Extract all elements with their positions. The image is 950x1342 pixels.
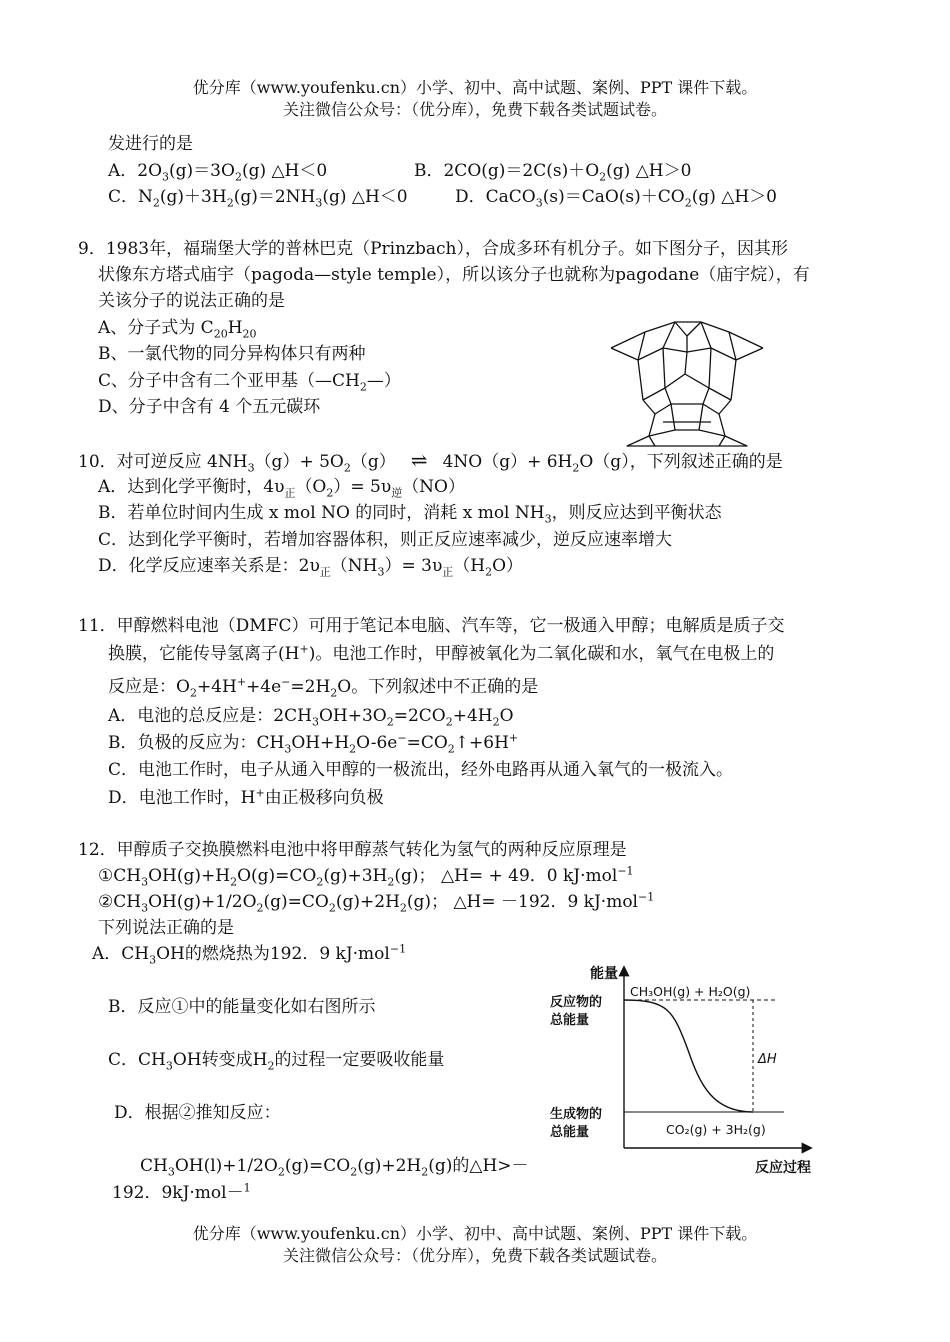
page-footer-line1: 优分库（www.youfenku.cn）小学、初中、高中试题、案例、PPT 课件下载。: [192, 1224, 758, 1243]
q11-stem-line2: 换膜，它能传导氢离子(H+)。电池工作时，甲醇被氧化为二氧化碳和水，氧气在电极上的: [108, 642, 775, 664]
q11-option-a: A．电池的总反应是：$2CH_3OH+3O_2=2CO_2+4H_2O$: [108, 706, 514, 729]
q9-option-d: D、分子中含有 4 个五元碳环: [98, 397, 321, 417]
q8-option-d: D．$CaCO_3(s)=CaO(s)+CO_2(g)$ △H＞0: [455, 187, 777, 210]
q11-option-b: B．负极的反应为：$CH_3OH+H_2O-6e^-=CO_2↑+6H^+$: [108, 731, 519, 756]
q11-stem-line3: 反应是：$O_2+4H^++4e^-=2H_2O$。下列叙述中不正确的是: [108, 675, 539, 700]
q10-option-c: C．达到化学平衡时，若增加容器体积，则正反应速率减少，逆反应速率增大: [98, 530, 673, 550]
q10-option-d: D．化学反应速率关系是：$2\upsilon_正(NH_3)= 3\upsilon_正(H_2O)$: [98, 556, 524, 579]
reactant-label-line2: 总能量: [550, 1013, 590, 1028]
product-label-line1: 生成物的: [550, 1107, 603, 1122]
q12-option-d-reaction: $CH_3OH(l)+1/2O_2(g)=CO_2(g)+2H_2(g)$的△H>－: [140, 1156, 529, 1179]
q11-stem-line1: 11．甲醇燃料电池（DMFC）可用于笔记本电脑、汽车等，它一极通入甲醇；电解质是质子交: [78, 616, 785, 636]
q10-stem: 10．对可逆反应 $4NH_3(g)+ 5O_2(g)$ ⇌ $4NO(g)+ 6H_2O(g)$，下列叙述正确的是: [78, 448, 783, 475]
q9-stem-line3: 关该分子的说法正确的是: [98, 291, 285, 311]
energy-curve: [624, 1000, 753, 1112]
q12-option-a: A．$CH_3OH$的燃烧热为192．9 kJ·mol$^{-1}$: [92, 942, 407, 967]
reactant-label-line1: 反应物的: [550, 995, 603, 1010]
q10-option-a: A．达到化学平衡时，$4\upsilon_正(O_2)= 5\upsilon_逆(NO)$: [98, 477, 465, 500]
equilibrium-arrow-icon: ⇌: [410, 448, 428, 472]
q11-option-d: D．电池工作时，H+由正极移向负极: [108, 786, 384, 808]
q10-option-b: B．若单位时间内生成 x mol NO 的同时，消耗 x mol $NH_3$，则反应达到平衡状态: [98, 503, 722, 526]
q12-option-c: C．$CH_3OH$转变成$H_2$的过程一定要吸收能量: [108, 1050, 445, 1073]
q9-option-a: A、分子式为 $C_{20}H_{20}$: [98, 318, 257, 341]
page-header-line1: 优分库（www.youfenku.cn）小学、初中、高中试题、案例、PPT 课件下载。: [192, 78, 758, 97]
delta-h-label: ΔH: [758, 1052, 777, 1067]
product-formula: CO₂(g) + 3H₂(g): [666, 1122, 766, 1137]
q8-stem-continuation: 发进行的是: [108, 134, 193, 154]
y-axis-label: 能量: [590, 966, 618, 982]
q12-reaction-1: $①CH_3OH(g)+H_2O(g)=CO_2(g)+3H_2(g)$； △H= + 49．0 kJ·mol$^{-1}$: [98, 864, 634, 889]
q9-stem-line2: 状像东方塔式庙宇（pagoda—style temple），所以该分子也就称为pagodane（庙宇烷），有: [98, 265, 810, 285]
q12-option-d-value: 192．9kJ·mol－$^1$: [112, 1181, 251, 1203]
page-footer-line2: 关注微信公众号：（优分库），免费下载各类试题试卷。: [282, 1246, 667, 1265]
x-axis-label: 反应过程: [755, 1160, 811, 1176]
q9-option-b: B、一氯代物的同分异构体只有两种: [98, 344, 366, 364]
reactant-formula: CH₃OH(g) + H₂O(g): [630, 984, 751, 999]
q12-option-d: D．根据②推知反应：: [114, 1103, 281, 1123]
q8-option-c: C．$N_2(g)+3H_2(g)=2NH_3(g)$ △H＜0: [108, 187, 408, 210]
page-header-line2: 关注微信公众号：（优分库），免费下载各类试题试卷。: [282, 100, 667, 119]
q12-stem-line1: 12．甲醇质子交换膜燃料电池中将甲醇蒸气转化为氢气的两种反应原理是: [78, 840, 627, 860]
q8-option-a: A．$2O_3(g)=3O_2(g)$ △H＜0: [108, 161, 328, 184]
product-label-line2: 总能量: [550, 1125, 590, 1140]
q8-option-b: B．$2CO(g)=2C(s)+O_2(g)$ △H＞0: [414, 161, 692, 184]
energy-profile-diagram: [548, 960, 833, 1185]
q12-option-b: B．反应①中的能量变化如右图所示: [108, 997, 376, 1017]
q12-stem-line4: 下列说法正确的是: [98, 918, 234, 938]
pagodane-molecule-diagram: [605, 318, 770, 450]
q12-reaction-2: $②CH_3OH(g)+1/2O_2(g)=CO_2(g)+2H_2(g)$； △H= －192．9 kJ·mol$^{-1}$: [98, 890, 655, 915]
q11-option-c: C．电池工作时，电子从通入甲醇的一极流出，经外电路再从通入氧气的一极流入。: [108, 760, 734, 780]
q9-stem-line1: 9．1983年，福瑞堡大学的普林巴克（Prinzbach），合成多环有机分子。如下图分子，因其形: [78, 239, 788, 259]
q9-option-c: C、分子中含有二个亚甲基$(—CH_2—)$: [98, 371, 401, 394]
